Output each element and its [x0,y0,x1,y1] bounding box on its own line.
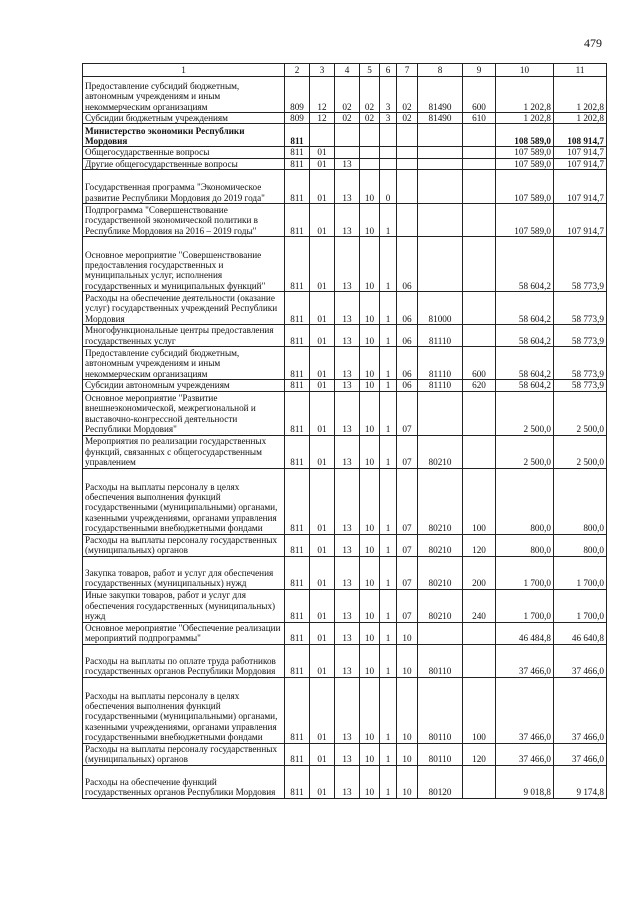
code-cell: 811 [285,347,310,380]
code-cell: 10 [397,765,418,798]
code-cell: 80110 [418,644,463,677]
code-cell: 0 [380,170,397,204]
page-number: 479 [584,36,602,50]
code-cell: 13 [335,622,360,644]
table-row [83,113,607,124]
code-cell: 809 [285,77,310,113]
code-cell: 811 [285,391,310,435]
code-cell [380,124,397,147]
code-cell: 1 [380,435,397,468]
code-cell: 10 [360,347,380,380]
amount-cell: 58 604,2 [496,325,554,347]
amount-cell: 46 484,8 [496,622,554,644]
code-cell: 610 [463,113,496,124]
code-cell: 07 [397,435,418,468]
code-cell: 10 [397,644,418,677]
code-cell: 1 [380,556,397,589]
table-row [83,589,607,622]
code-cell [335,124,360,147]
table-row [83,158,607,169]
amount-cell: 107 589,0 [496,170,554,204]
amount-cell: 58 604,2 [496,237,554,292]
header-cell: 3 [310,64,335,77]
code-cell: 81000 [418,292,463,325]
code-cell: 10 [397,677,418,743]
code-cell [418,391,463,435]
code-cell: 1 [380,347,397,380]
amount-cell: 1 202,8 [554,77,607,113]
amount-cell: 107 589,0 [496,158,554,169]
code-cell: 10 [360,534,380,556]
code-cell: 3 [380,113,397,124]
code-cell: 10 [360,589,380,622]
code-cell: 13 [335,468,360,534]
row-name-cell: Мероприятия по реализации государственных функций, связанных с общегосударственным управлением [83,435,285,468]
code-cell: 80210 [418,589,463,622]
code-cell [418,622,463,644]
code-cell: 01 [310,237,335,292]
code-cell: 13 [335,237,360,292]
code-cell: 13 [335,204,360,237]
code-cell: 01 [310,158,335,169]
code-cell: 10 [360,325,380,347]
code-cell: 811 [285,534,310,556]
code-cell: 13 [335,534,360,556]
code-cell: 100 [463,468,496,534]
amount-cell: 46 640,8 [554,622,607,644]
code-cell [397,124,418,147]
header-cell: 10 [496,64,554,77]
code-cell: 1 [380,325,397,347]
row-name-cell: Предоставление субсидий бюджетным, автономным учреждениям и иным некоммерческим организациям [83,77,285,113]
amount-cell: 37 466,0 [496,743,554,765]
row-name-cell: Министерство экономики Республики Мордовия [83,124,285,147]
header-row [83,64,607,77]
code-cell: 811 [285,765,310,798]
table-row [83,743,607,765]
table-row [83,380,607,391]
code-cell [360,158,380,169]
amount-cell: 108 914,7 [554,124,607,147]
header-cell: 2 [285,64,310,77]
code-cell: 06 [397,380,418,391]
code-cell: 10 [360,391,380,435]
table-row [83,147,607,158]
row-name-cell: Другие общегосударственные вопросы [83,158,285,169]
code-cell [418,124,463,147]
code-cell [310,124,335,147]
code-cell: 06 [397,237,418,292]
code-cell [418,237,463,292]
code-cell: 10 [360,170,380,204]
code-cell: 07 [397,589,418,622]
code-cell [397,204,418,237]
code-cell: 06 [397,292,418,325]
code-cell [397,170,418,204]
table-row [83,170,607,204]
row-name-cell: Расходы на обеспечение функций государственных органов Республики Мордовия [83,765,285,798]
table-row [83,325,607,347]
code-cell: 811 [285,468,310,534]
amount-cell: 800,0 [554,534,607,556]
header-cell: 7 [397,64,418,77]
table-row [83,237,607,292]
code-cell: 809 [285,113,310,124]
header-cell: 11 [554,64,607,77]
code-cell: 01 [310,347,335,380]
row-name-cell: Субсидии бюджетным учреждениям [83,113,285,124]
code-cell: 10 [360,380,380,391]
code-cell: 1 [380,380,397,391]
code-cell: 01 [310,170,335,204]
table-row [83,644,607,677]
code-cell [380,158,397,169]
code-cell [418,147,463,158]
amount-cell: 58 604,2 [496,347,554,380]
code-cell: 811 [285,677,310,743]
code-cell: 80110 [418,743,463,765]
table-row [83,622,607,644]
code-cell: 1 [380,677,397,743]
amount-cell: 2 500,0 [554,435,607,468]
amount-cell: 58 773,9 [554,292,607,325]
code-cell [463,622,496,644]
code-cell: 07 [397,534,418,556]
code-cell [463,325,496,347]
amount-cell: 37 466,0 [554,644,607,677]
row-name-cell: Иные закупки товаров, работ и услуг для обеспечения государственных (муниципальных) нужд [83,589,285,622]
code-cell: 811 [285,556,310,589]
code-cell: 811 [285,743,310,765]
code-cell [463,204,496,237]
code-cell [360,147,380,158]
code-cell: 80210 [418,534,463,556]
table-row [83,556,607,589]
code-cell [397,147,418,158]
code-cell: 81110 [418,380,463,391]
code-cell: 10 [360,468,380,534]
amount-cell: 1 700,0 [554,556,607,589]
table-row [83,468,607,534]
code-cell: 80210 [418,556,463,589]
row-name-cell: Расходы на выплаты персоналу в целях обеспечения выполнения функций государственными (муниципальными) органами, казенными учреждениями, органами управления государственными внебюджетными фондами [83,677,285,743]
code-cell: 10 [360,622,380,644]
code-cell: 01 [310,391,335,435]
code-cell: 01 [310,677,335,743]
code-cell: 13 [335,765,360,798]
amount-cell: 800,0 [554,468,607,534]
amount-cell: 9 018,8 [496,765,554,798]
amount-cell: 58 773,9 [554,325,607,347]
code-cell: 80210 [418,435,463,468]
table-row [83,124,607,147]
code-cell: 600 [463,347,496,380]
code-cell: 06 [397,325,418,347]
code-cell: 01 [310,622,335,644]
code-cell: 01 [310,380,335,391]
amount-cell: 2 500,0 [496,435,554,468]
row-name-cell: Основное мероприятие "Обеспечение реализации мероприятий подпрограммы" [83,622,285,644]
code-cell: 07 [397,556,418,589]
code-cell: 07 [397,468,418,534]
code-cell: 80210 [418,468,463,534]
code-cell: 13 [335,589,360,622]
code-cell: 01 [310,765,335,798]
code-cell: 13 [335,170,360,204]
code-cell: 811 [285,204,310,237]
amount-cell: 107 914,7 [554,158,607,169]
code-cell: 13 [335,292,360,325]
table-row [83,677,607,743]
code-cell: 01 [310,204,335,237]
table-row [83,765,607,798]
code-cell: 02 [397,113,418,124]
code-cell: 100 [463,677,496,743]
row-name-cell: Субсидии автономным учреждениям [83,380,285,391]
amount-cell: 1 700,0 [554,589,607,622]
code-cell [463,147,496,158]
code-cell: 01 [310,325,335,347]
code-cell: 13 [335,435,360,468]
code-cell: 1 [380,468,397,534]
code-cell: 10 [360,435,380,468]
amount-cell: 107 589,0 [496,147,554,158]
code-cell: 811 [285,644,310,677]
table-row [83,77,607,113]
code-cell: 200 [463,556,496,589]
row-name-cell: Основное мероприятие "Совершенствование предоставления государственных и муниципальных услуг, исполнения государственных и муниципальных функций" [83,237,285,292]
amount-cell: 37 466,0 [496,644,554,677]
code-cell [463,391,496,435]
code-cell: 620 [463,380,496,391]
amount-cell: 107 914,7 [554,147,607,158]
code-cell: 811 [285,237,310,292]
code-cell: 01 [310,644,335,677]
amount-cell: 107 914,7 [554,170,607,204]
code-cell [463,237,496,292]
row-name-cell: Государственная программа "Экономическое развитие Республики Мордовия до 2019 года" [83,170,285,204]
code-cell: 10 [360,765,380,798]
code-cell: 13 [335,380,360,391]
code-cell: 240 [463,589,496,622]
code-cell: 10 [360,237,380,292]
code-cell [360,124,380,147]
code-cell [380,147,397,158]
code-cell: 120 [463,534,496,556]
header-cell: 6 [380,64,397,77]
code-cell: 811 [285,124,310,147]
code-cell: 10 [360,292,380,325]
code-cell: 80120 [418,765,463,798]
row-name-cell: Расходы на обеспечение деятельности (оказание услуг) государственных учреждений Республики Мордовия [83,292,285,325]
code-cell [463,158,496,169]
code-cell: 01 [310,556,335,589]
code-cell: 10 [360,556,380,589]
code-cell: 06 [397,347,418,380]
code-cell: 01 [310,292,335,325]
header-cell: 8 [418,64,463,77]
code-cell [418,170,463,204]
amount-cell: 800,0 [496,534,554,556]
code-cell [463,765,496,798]
code-cell: 01 [310,435,335,468]
code-cell: 07 [397,391,418,435]
code-cell [397,158,418,169]
code-cell: 811 [285,170,310,204]
amount-cell: 1 202,8 [496,77,554,113]
amount-cell: 37 466,0 [554,677,607,743]
amount-cell: 58 773,9 [554,380,607,391]
code-cell: 811 [285,147,310,158]
amount-cell: 1 202,8 [496,113,554,124]
code-cell: 1 [380,622,397,644]
code-cell: 02 [360,113,380,124]
code-cell: 600 [463,77,496,113]
table-row [83,391,607,435]
code-cell: 13 [335,556,360,589]
code-cell: 1 [380,765,397,798]
code-cell: 13 [335,325,360,347]
amount-cell: 108 589,0 [496,124,554,147]
code-cell: 811 [285,158,310,169]
amount-cell: 1 700,0 [496,556,554,589]
amount-cell: 58 604,2 [496,292,554,325]
code-cell: 01 [310,534,335,556]
row-name-cell: Расходы на выплаты персоналу государственных (муниципальных) органов [83,534,285,556]
row-name-cell: Общегосударственные вопросы [83,147,285,158]
header-cell: 5 [360,64,380,77]
code-cell: 1 [380,391,397,435]
header-cell: 9 [463,64,496,77]
code-cell: 1 [380,292,397,325]
code-cell [463,292,496,325]
table-body [83,64,607,799]
code-cell [463,124,496,147]
row-name-cell: Многофункциональные центры предоставления государственных услуг [83,325,285,347]
code-cell: 12 [310,113,335,124]
code-cell [418,158,463,169]
code-cell: 1 [380,589,397,622]
code-cell: 1 [380,204,397,237]
code-cell: 01 [310,468,335,534]
code-cell: 10 [397,622,418,644]
code-cell [463,644,496,677]
amount-cell: 2 500,0 [554,391,607,435]
table-row [83,435,607,468]
code-cell: 13 [335,644,360,677]
code-cell: 13 [335,347,360,380]
code-cell: 1 [380,237,397,292]
code-cell: 13 [335,677,360,743]
code-cell: 10 [360,743,380,765]
code-cell: 01 [310,589,335,622]
code-cell: 02 [360,77,380,113]
amount-cell: 58 604,2 [496,380,554,391]
code-cell [463,435,496,468]
row-name-cell: Расходы на выплаты по оплате труда работников государственных органов Республики Мордовия [83,644,285,677]
amount-cell: 9 174,8 [554,765,607,798]
code-cell: 02 [335,113,360,124]
code-cell: 10 [360,677,380,743]
code-cell: 811 [285,292,310,325]
table-row [83,534,607,556]
code-cell: 81490 [418,77,463,113]
table-row [83,347,607,380]
code-cell: 10 [397,743,418,765]
code-cell: 81490 [418,113,463,124]
code-cell: 80110 [418,677,463,743]
amount-cell: 1 202,8 [554,113,607,124]
amount-cell: 107 914,7 [554,204,607,237]
code-cell [418,204,463,237]
amount-cell: 37 466,0 [496,677,554,743]
code-cell: 120 [463,743,496,765]
amount-cell: 58 773,9 [554,237,607,292]
code-cell: 811 [285,622,310,644]
code-cell: 1 [380,743,397,765]
table-row [83,204,607,237]
code-cell: 02 [397,77,418,113]
code-cell: 81110 [418,347,463,380]
amount-cell: 1 700,0 [496,589,554,622]
code-cell: 811 [285,380,310,391]
code-cell: 12 [310,77,335,113]
row-name-cell: Основное мероприятие "Развитие внешнеэкономической, межрегиональной и выставочно-конгрессной деятельности Республики Мордовия" [83,391,285,435]
row-name-cell: Подпрограмма "Совершенствование государственной экономической политики в Республике Мордовия на 2016 – 2019 годы" [83,204,285,237]
code-cell: 02 [335,77,360,113]
header-cell: 1 [83,64,285,77]
code-cell: 3 [380,77,397,113]
code-cell [463,170,496,204]
code-cell: 81110 [418,325,463,347]
code-cell: 811 [285,589,310,622]
code-cell: 10 [360,204,380,237]
code-cell: 811 [285,435,310,468]
amount-cell: 2 500,0 [496,391,554,435]
code-cell [335,147,360,158]
amount-cell: 37 466,0 [554,743,607,765]
code-cell: 811 [285,325,310,347]
code-cell: 13 [335,391,360,435]
code-cell: 1 [380,534,397,556]
code-cell: 13 [335,158,360,169]
code-cell: 10 [360,644,380,677]
code-cell: 1 [380,644,397,677]
amount-cell: 107 589,0 [496,204,554,237]
header-cell: 4 [335,64,360,77]
budget-table [82,63,607,799]
code-cell: 13 [335,743,360,765]
table-row [83,292,607,325]
row-name-cell: Расходы на выплаты персоналу в целях обеспечения выполнения функций государственными (муниципальными) органами, казенными учреждениями, органами управления государственными внебюджетными фондами [83,468,285,534]
row-name-cell: Закупка товаров, работ и услуг для обеспечения государственных (муниципальных) нужд [83,556,285,589]
code-cell: 01 [310,743,335,765]
amount-cell: 58 773,9 [554,347,607,380]
amount-cell: 800,0 [496,468,554,534]
row-name-cell: Предоставление субсидий бюджетным, автономным учреждениям и иным некоммерческим организациям [83,347,285,380]
code-cell: 01 [310,147,335,158]
row-name-cell: Расходы на выплаты персоналу государственных (муниципальных) органов [83,743,285,765]
